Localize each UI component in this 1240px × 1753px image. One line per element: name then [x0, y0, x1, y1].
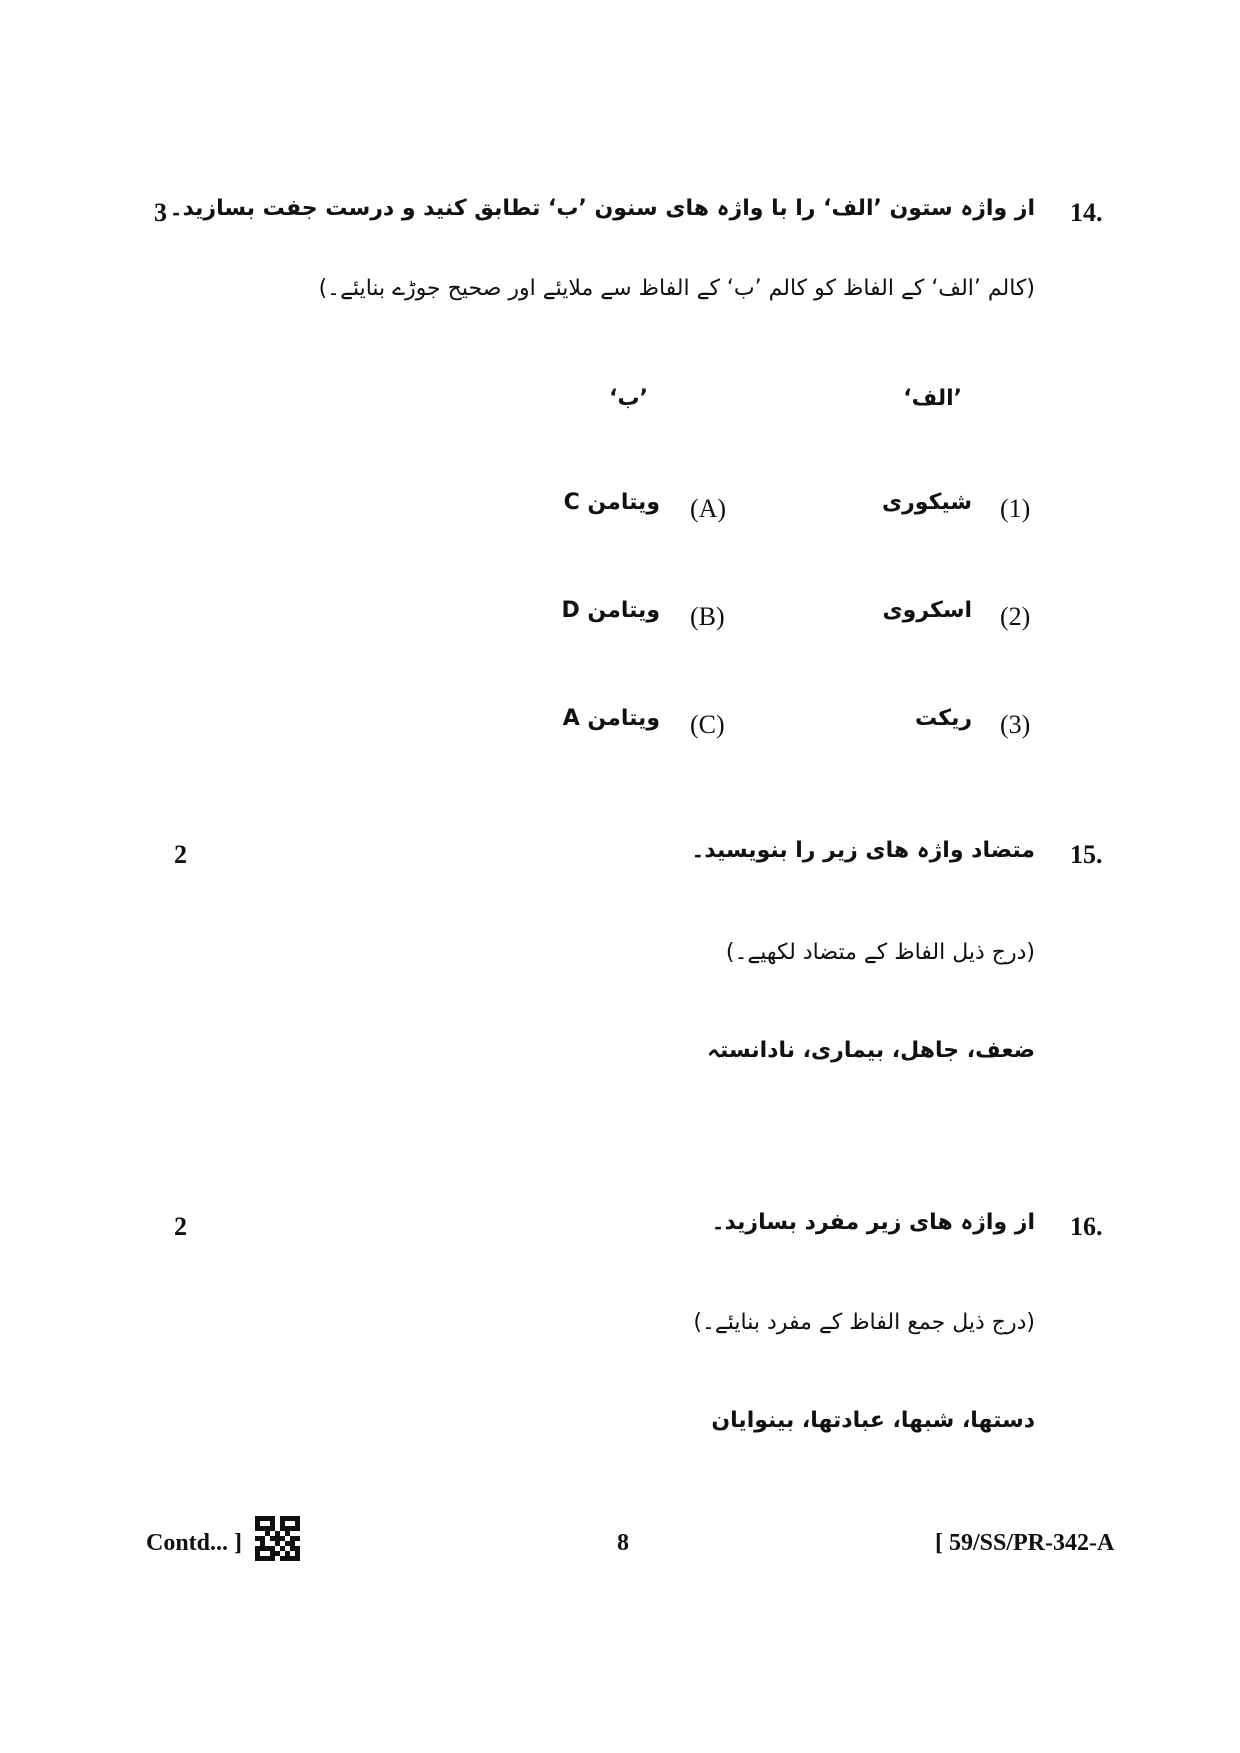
match-option-c-letter: (C) [690, 710, 725, 739]
column-a-header: ’الف‘ [903, 386, 962, 411]
question-15-urdu-text: (درج ذیل الفاظ کے متضاد لکھیے۔) [725, 940, 1035, 965]
match-option-c-text: ویتامن A [562, 706, 660, 731]
match-row-3-number: (3) [1000, 710, 1031, 739]
question-16-urdu-text: (درج ذیل جمع الفاظ کے مفرد بنایئے۔) [693, 1310, 1035, 1335]
page-number: 8 [617, 1530, 629, 1556]
match-row-3-word: ریکت [914, 706, 972, 731]
match-option-a-letter: (A) [690, 494, 727, 523]
question-15-number: 15. [1070, 840, 1103, 869]
question-16-persian-text: از واژہ ھای زیر مفرد بسازید۔ [711, 1210, 1035, 1235]
match-row-2-number: (2) [1000, 602, 1031, 631]
paper-code: [ 59/SS/PR-342-A [935, 1530, 1115, 1556]
match-option-b-letter: (B) [690, 602, 725, 631]
question-16-word-list: دستھا، شبھا، عبادتھا، بینوایان [711, 1408, 1035, 1433]
question-16-marks: 2 [174, 1212, 187, 1241]
question-15-persian-text: متضاد واژہ ھای زیر را بنویسید۔ [691, 838, 1035, 863]
question-15-marks: 2 [174, 840, 187, 869]
question-14-marks: 3 [154, 198, 167, 227]
footer-contd-label: Contd... ] [146, 1530, 243, 1556]
match-row-2-word: اسکروی [882, 598, 972, 623]
match-option-a-text: ویتامن C [563, 490, 660, 515]
question-15-word-list: ضعف، جاھل، بیماری، نادانستہ [707, 1038, 1035, 1063]
qr-code [255, 1516, 300, 1561]
question-16-number: 16. [1070, 1212, 1103, 1241]
question-14-persian-text: از واژہ ستون ’الف‘ را با واژہ ھای سنون ’ب‘ تطابق کنید و درست جفت بسازید۔ [169, 196, 1035, 221]
match-row-1-word: شیکوری [881, 490, 972, 515]
question-14-urdu-text: (کالم ’الف‘ کے الفاظ کو کالم ’ب‘ کے الفاظ سے ملایئے اور صحیح جوڑے بنایئے۔) [318, 276, 1035, 301]
match-option-b-text: ویتامن D [561, 598, 660, 623]
match-row-1-number: (1) [1000, 494, 1031, 523]
question-14-number: 14. [1070, 198, 1103, 227]
column-b-header: ’ب‘ [609, 386, 648, 411]
